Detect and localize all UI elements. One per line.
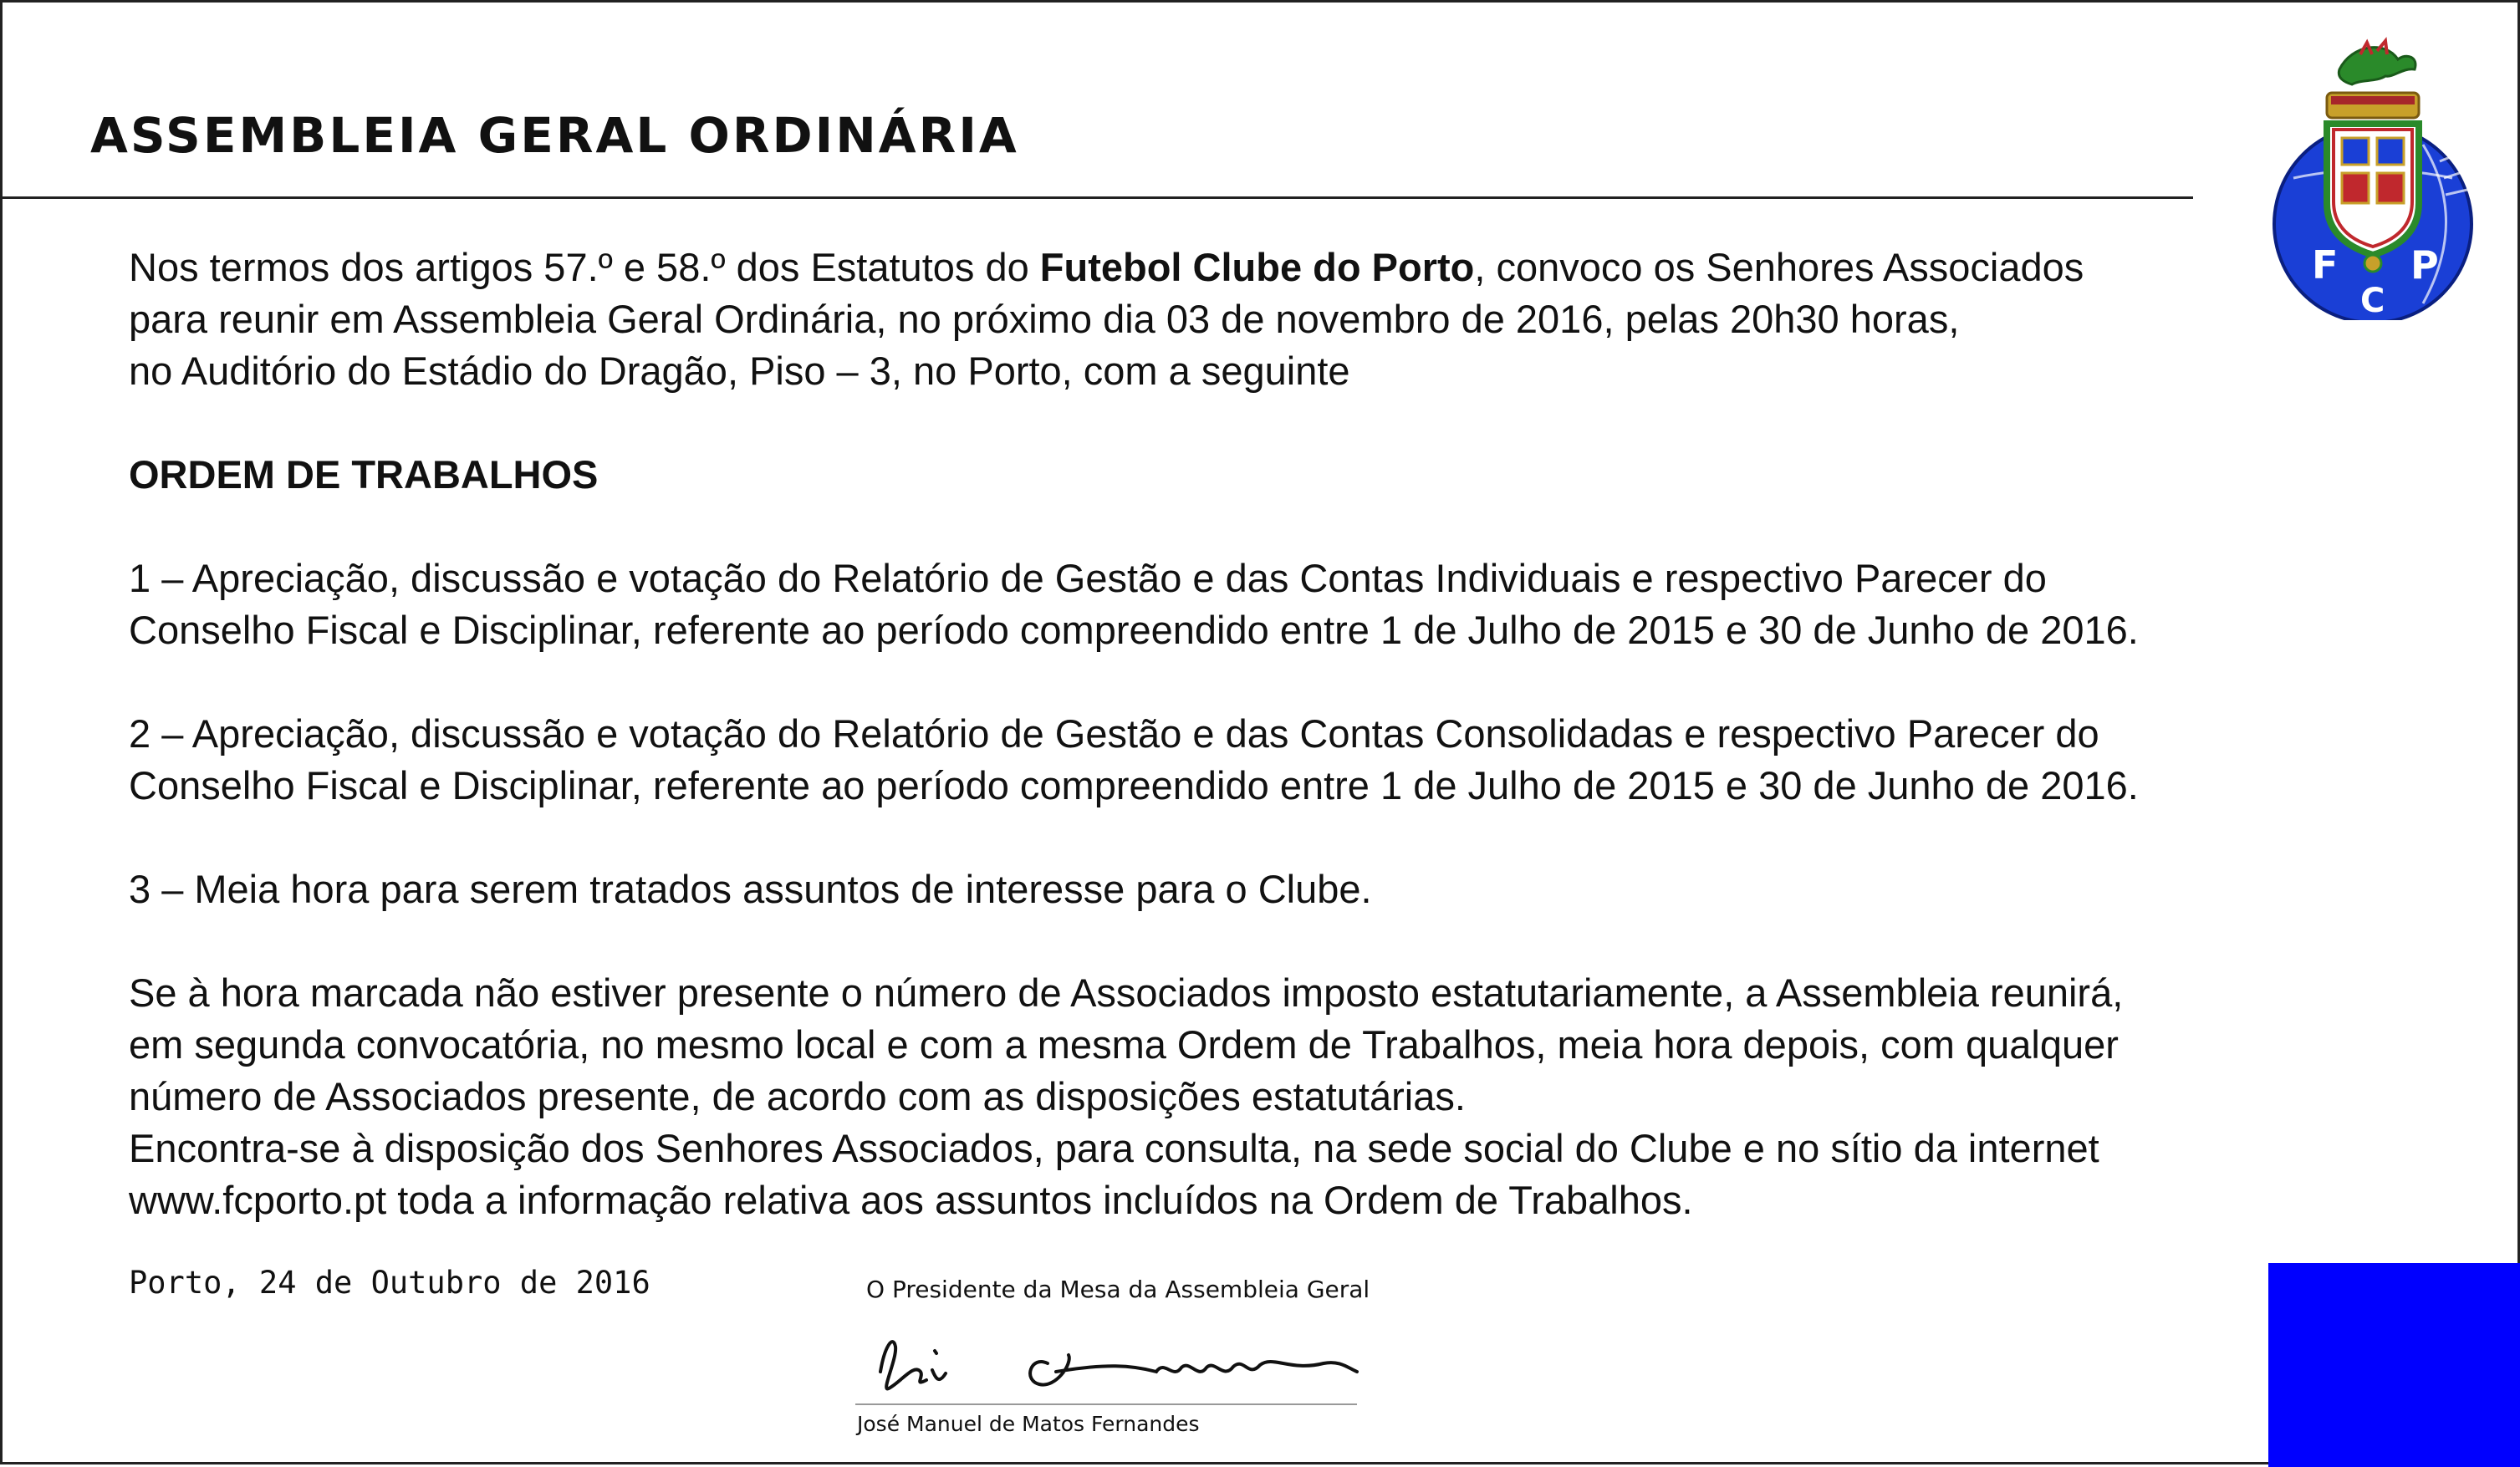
signature-line [855, 1403, 1357, 1405]
club-name: Futebol Clube do Porto [1039, 245, 1475, 289]
notes-line-3: número de Associados presente, de acordo com as disposições estatutárias. [129, 1074, 1466, 1118]
title-divider [3, 196, 2193, 199]
intro-line-2: para reunir em Assembleia Geral Ordinária, no próximo dia 03 de novembro de 2016, pelas 20h30 horas, [129, 297, 1960, 341]
agenda-item-1-line-1: 1 – Apreciação, discussão e votação do Relatório de Gestão e das Contas Individuais e respectivo Parecer do [129, 556, 2047, 600]
crest-letter-f: F [2312, 242, 2339, 288]
intro-text-end: , convoco os Senhores Associados [1474, 245, 2084, 289]
agenda-heading: ORDEM DE TRABALHOS [129, 452, 599, 497]
document-title: ASSEMBLEIA GERAL ORDINÁRIA [90, 107, 1019, 164]
intro-paragraph [129, 242, 2386, 397]
notes-line-5: www.fcporto.pt toda a informação relativa aos assuntos incluídos na Ordem de Trabalhos. [129, 1178, 1693, 1222]
signature-image [855, 1313, 1374, 1405]
agenda-item-2-line-1: 2 – Apreciação, discussão e votação do Relatório de Gestão e das Contas Consolidadas e respectivo Parecer do [129, 711, 2099, 756]
agenda-item-2 [129, 708, 2386, 812]
president-title: O Presidente da Mesa da Assembleia Geral [866, 1276, 1370, 1303]
agenda-item-2-line-2: Conselho Fiscal e Disciplinar, referente ao período compreendido entre 1 de Julho de 2015 e 30 de Junho de 2016. [129, 763, 2139, 807]
notes-line-2: em segunda convocatória, no mesmo local e com a mesma Ordem de Trabalhos, meia hora depois, com qualquer [129, 1022, 2119, 1067]
intro-text-start: Nos termos dos artigos 57.º e 58.º dos Estatutos do [129, 245, 1040, 289]
blue-color-block [2268, 1263, 2520, 1467]
intro-line-3: no Auditório do Estádio do Dragão, Piso – 3, no Porto, com a seguinte [129, 349, 1350, 393]
notes-paragraph [129, 967, 2386, 1226]
agenda-item-1-line-2: Conselho Fiscal e Disciplinar, referente ao período compreendido entre 1 de Julho de 2015 e 30 de Junho de 2016. [129, 608, 2139, 652]
agenda-item-1 [129, 553, 2386, 656]
agenda-item-3: 3 – Meia hora para serem tratados assuntos de interesse para o Clube. [129, 867, 1372, 911]
signer-name: José Manuel de Matos Fernandes [857, 1412, 1200, 1436]
document-body [129, 242, 2386, 1226]
place-date: Porto, 24 de Outubro de 2016 [129, 1265, 650, 1301]
notes-line-1: Se à hora marcada não estiver presente o número de Associados imposto estatutariamente, a Assembleia reunirá, [129, 970, 2124, 1015]
crest-letter-p: P [2410, 242, 2439, 288]
notes-line-4: Encontra-se à disposição dos Senhores Associados, para consulta, na sede social do Clube e no sítio da internet [129, 1126, 2099, 1170]
crest-letter-c: C [2360, 282, 2385, 320]
